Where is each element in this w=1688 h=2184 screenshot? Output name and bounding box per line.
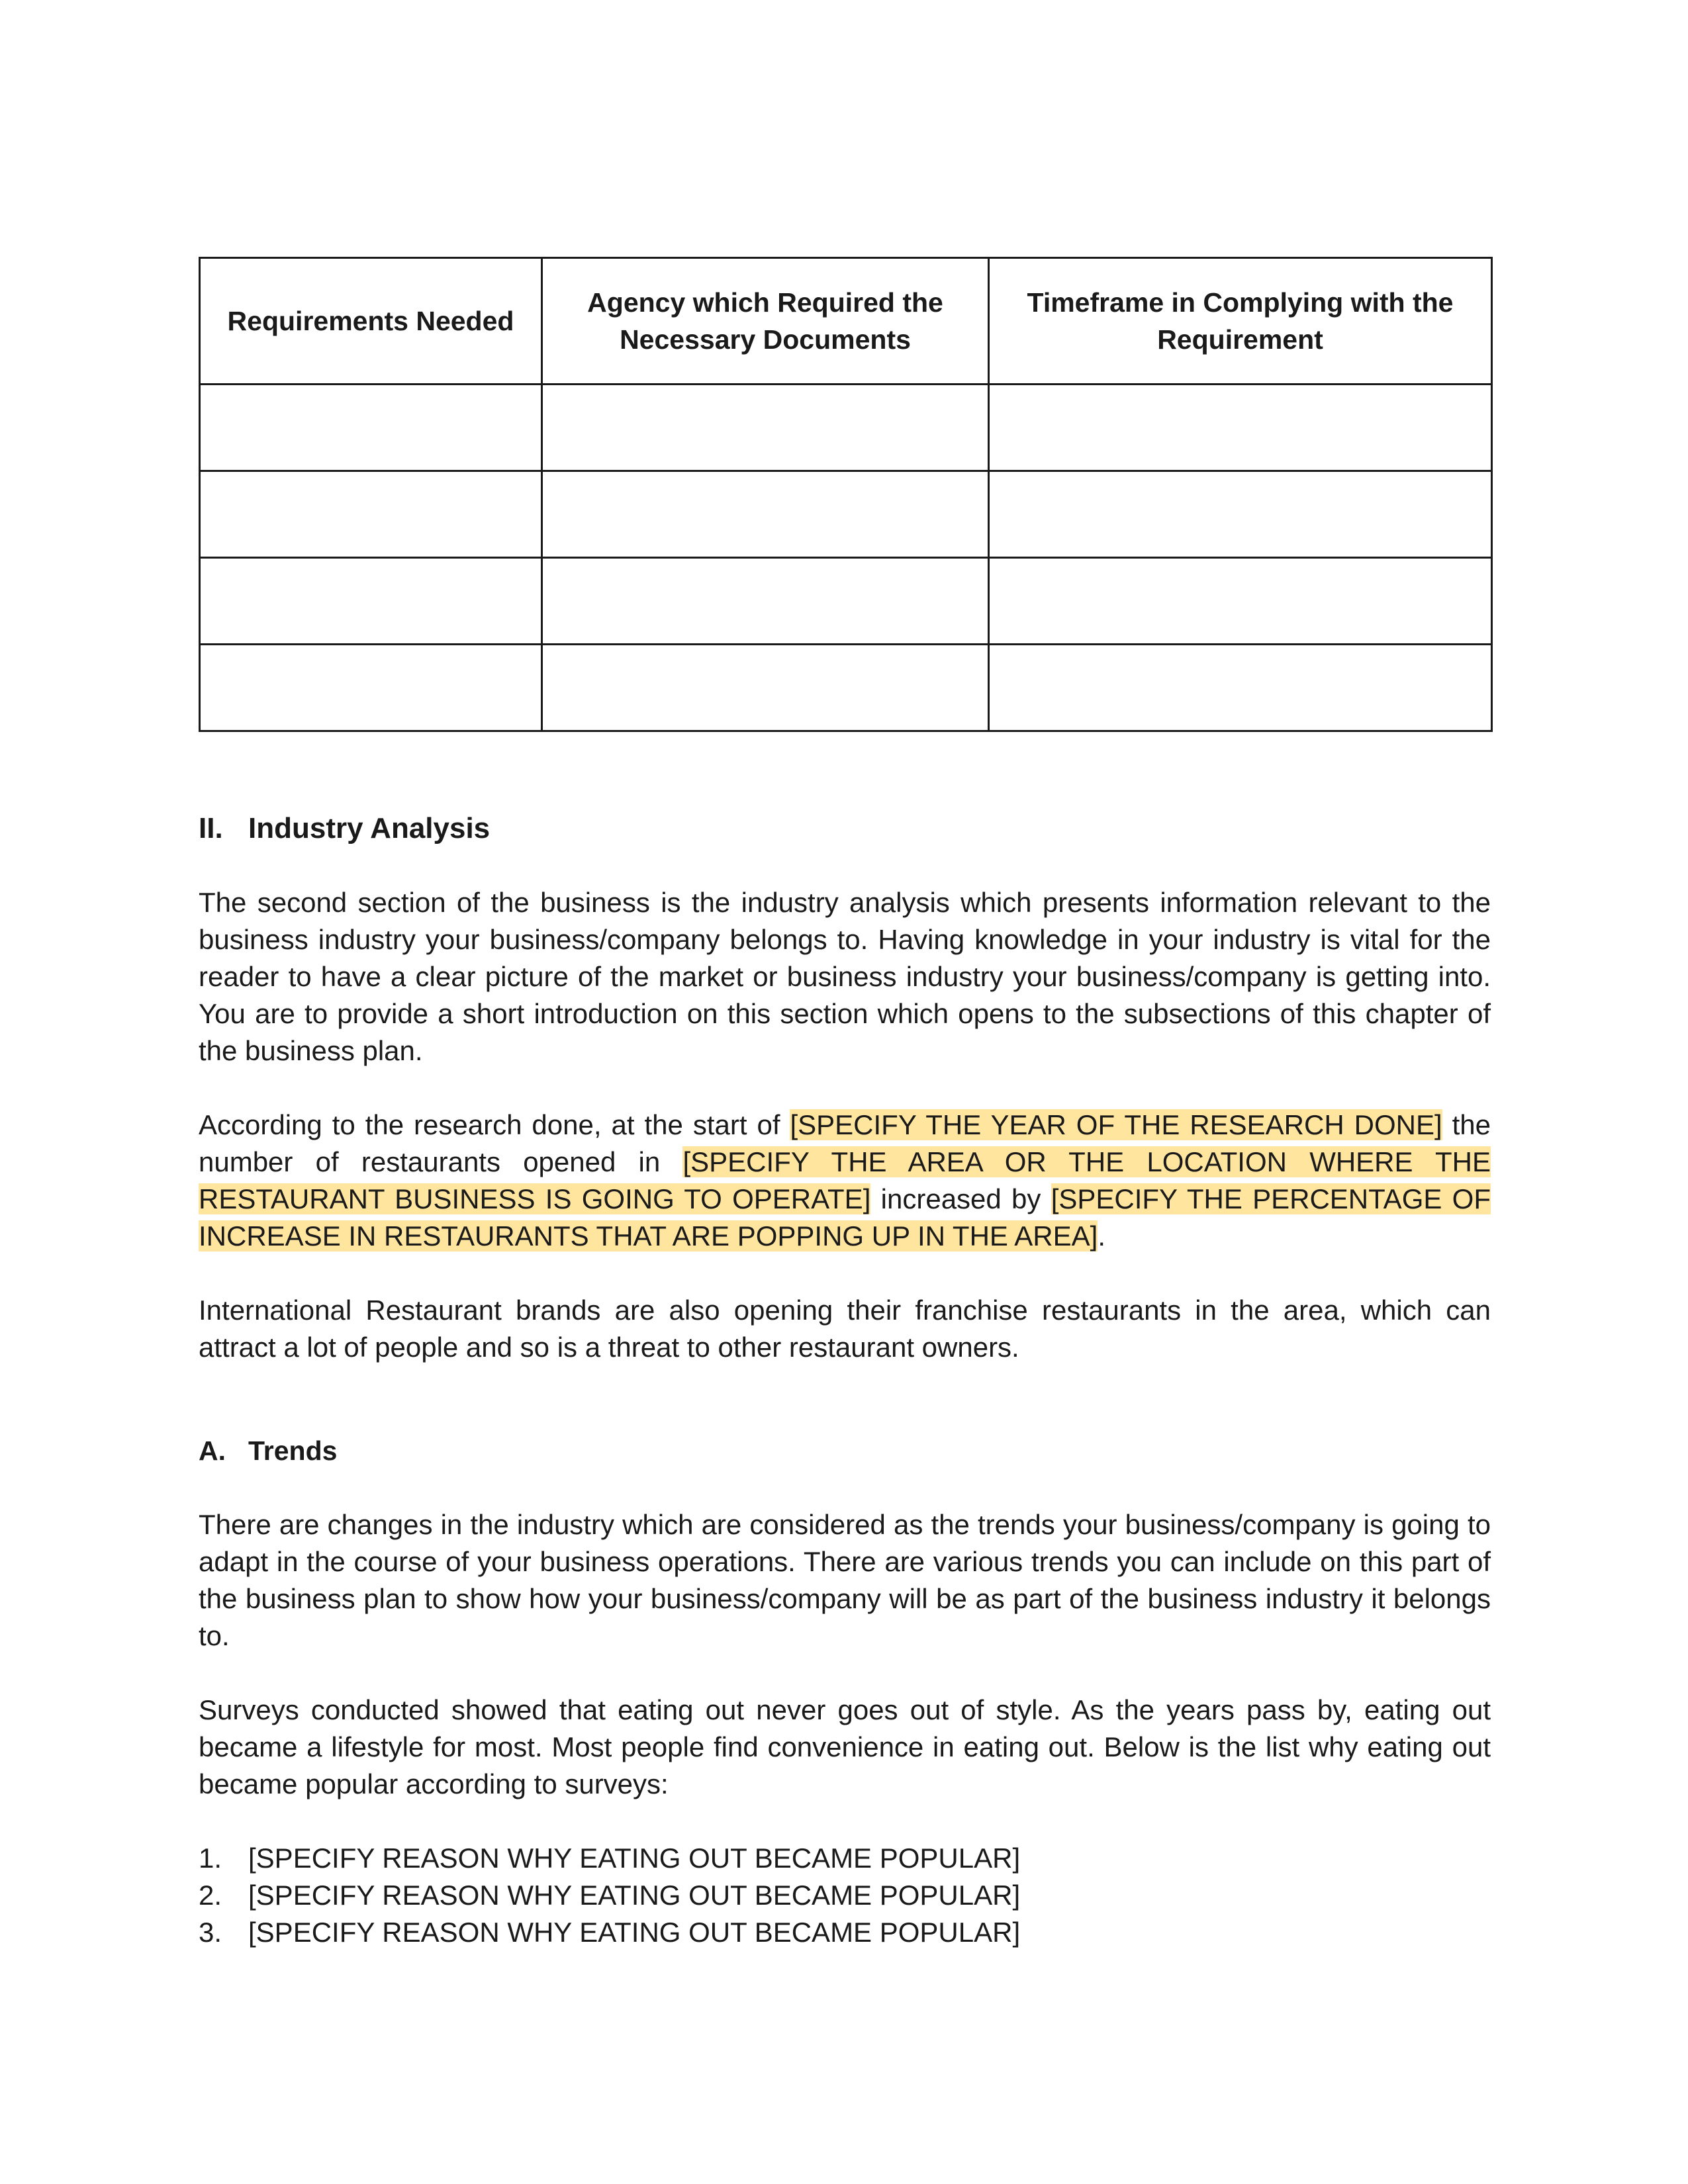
table-cell[interactable] [200,558,542,645]
research-text-3: increased by [870,1183,1051,1214]
research-text-1: According to the research done, at the start of [199,1109,790,1140]
table-header-row [200,258,1492,385]
list-number: 3. [199,1917,222,1948]
header-agency: Agency which Required the Necessary Documents [542,258,989,385]
list-number: 1. [199,1843,222,1874]
subsection-number: A. [199,1435,226,1466]
reason-placeholder[interactable]: [SPECIFY REASON WHY EATING OUT BECAME POPULAR] [248,1843,1021,1874]
placeholder-research-year[interactable]: [SPECIFY THE YEAR OF THE RESEARCH DONE] [790,1109,1442,1140]
international-paragraph: International Restaurant brands are also opening their franchise restaurants in the area, which can attract a lot of people and so is a threat to other restaurant owners. [199,1295,1491,1363]
reasons-list [199,1840,1491,1951]
list-item [199,1914,1491,1951]
table-cell[interactable] [200,471,542,558]
section-number: II. [199,812,223,844]
table-cell[interactable] [542,471,989,558]
placeholder-percentage[interactable]: [SPECIFY THE PERCENTAGE OF INCREASE IN RESTAURANTS THAT ARE POPPING UP IN THE AREA] [199,1183,1491,1251]
requirements-table [199,257,1493,732]
section-heading [199,810,1491,847]
table-row [200,471,1492,558]
reason-placeholder[interactable]: [SPECIFY REASON WHY EATING OUT BECAME POPULAR] [248,1880,1021,1911]
subsection-title: Trends [248,1435,338,1466]
section-intro-paragraph: The second section of the business is the industry analysis which presents information relevant to the business industry your business/company belongs to. Having knowledge in your industry is vital for the reader to have a clear picture of the market or business industry your business/company is getting into. You are to provide a short introduction on this section which opens to the subsections of this chapter of the business plan. [199,887,1491,1066]
subsection-heading [199,1432,1491,1469]
list-number: 2. [199,1880,222,1911]
placeholder-location[interactable]: [SPECIFY THE AREA OR THE LOCATION WHERE THE RESTAURANT BUSINESS IS GOING TO OPERATE] [199,1146,1491,1214]
research-text-2: the number of restaurants opened in [199,1109,1491,1177]
table-cell[interactable] [542,558,989,645]
list-item [199,1840,1491,1877]
table-cell[interactable] [200,385,542,471]
document-page [199,257,1491,1951]
research-paragraph [199,1107,1491,1255]
reason-placeholder[interactable]: [SPECIFY REASON WHY EATING OUT BECAME POPULAR] [248,1917,1021,1948]
table-cell[interactable] [542,385,989,471]
section-title: Industry Analysis [248,812,491,844]
table-row [200,645,1492,731]
table-row [200,385,1492,471]
header-timeframe: Timeframe in Complying with the Requirement [989,258,1492,385]
table-cell[interactable] [989,385,1492,471]
table-cell[interactable] [989,645,1492,731]
table-cell[interactable] [989,558,1492,645]
table-cell[interactable] [989,471,1492,558]
research-text-4: . [1098,1220,1105,1251]
trends-intro-paragraph: There are changes in the industry which are considered as the trends your business/company is going to adapt in the course of your business operations. There are various trends you can include on this part of the business plan to show how your business/company will be as part of the business industry it belongs to. [199,1509,1491,1651]
table-cell[interactable] [542,645,989,731]
surveys-paragraph: Surveys conducted showed that eating out never goes out of style. As the years pass by, eating out became a lifestyle for most. Most people find convenience in eating out. Below is the list why eating out became popular according to surveys: [199,1694,1491,1799]
table-row [200,558,1492,645]
table-cell[interactable] [200,645,542,731]
header-requirements-needed: Requirements Needed [200,258,542,385]
list-item [199,1877,1491,1914]
